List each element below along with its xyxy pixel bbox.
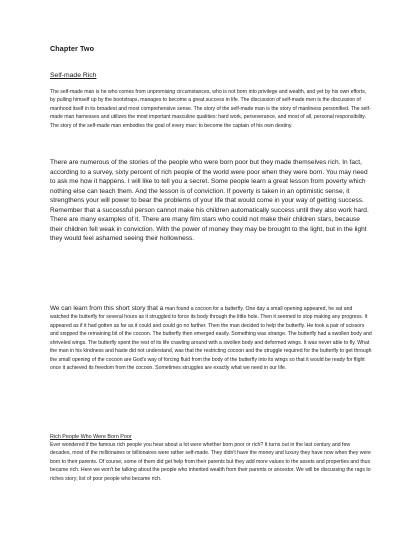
section-title: Self-made Rich <box>50 72 97 79</box>
paragraph-butterfly-body: man found a cocoon for a butterfly. One day a small opening appeared, he sat and watched the butterfly for several hours as it struggled to force its body through the little hole. Then it seemed to stop making any progress. It appeared as if it had gotten as far as it could and could go no farther. Then the man decided to help the butterfly. He took a pair of scissors and snipped the remaining bit of the cocoon. The butterfly then emerged easily. Something was strange. The butterfly had a swollen body and shriveled wings. The butterfly spent the rest of its life crawling around with a swollen body and deformed wings. It was never able to fly. What the man in his kindness and haste did not understand, was that the restricting cocoon and the struggle required for the butterfly to get through the small opening of the cocoon are God's way of forcing fluid from the body of the butterfly into its wings so that it would be ready for flight once it achieved its freedom from the cocoon. Sometimes struggles are exactly what we need in our life. <box>50 306 372 372</box>
paragraph-butterfly-story <box>50 305 372 373</box>
paragraph-butterfly-lead: We can learn from this short story that a <box>50 305 165 312</box>
paragraph-rich-born-poor: Ever wondered if the famous rich people you hear about a lot were whether born poor or rich? It turns out in the last century and few decades, most of the millionaires or billionaires were rather self-made. They didn't have the money and luxury they have now when they were born to their parents. Of course, some of them did get help from their parents but they add more values to the assets and properties and thus became rich. Here we won't be talking about the people who inherited wealth from their parents or ancestor. We will be discussing the rags to riches story; list of poor people who became rich. <box>50 442 371 482</box>
subsection-title: Rich People Who Were Born Poor <box>50 434 132 440</box>
paragraph-self-made-man: The self-made man is he who comes from unpromising circumstances, who is not born into privilege and wealth, and yet by his own efforts, by pulling himself up by the bootstraps, manages to become a great success in life. The discussion of self-made men is the discussion of manhood itself in its broadest and most comprehensive sense. The story of the self-made man is the story of manliness personified. The self-made man harnesses and utilizes the most important masculine qualities: hard work, perseverance, and most of all, personal responsibility. The story of the self-made man embodies the goal of every man: to become the captain of his own destiny. <box>50 89 371 129</box>
chapter-title: Chapter Two <box>50 44 95 53</box>
paragraph-born-poor-stories: There are numerous of the stories of the people who were born poor but they made themselves rich. In fact, according to a survey, sixty percent of rich people of the world were poor when they were born. You may need to ask me how it happens. I will like to tell you a secret. Some people learn a great lesson from poverty which nothing else can teach them. And the lesson is of conviction. If poverty is taken in an optimistic sense, it strengthens your will power to bear the problems of your life that would come in your way of getting success. Remember that a successful person cannot make his children automatically success until they also work hard. There are many examples of it. There are many film stars who could not make their children stars, because their children fell weak in conviction. With the power of money they may be brought to the light, but in the light they would feel ashamed seeing their hollowness. <box>50 159 369 243</box>
